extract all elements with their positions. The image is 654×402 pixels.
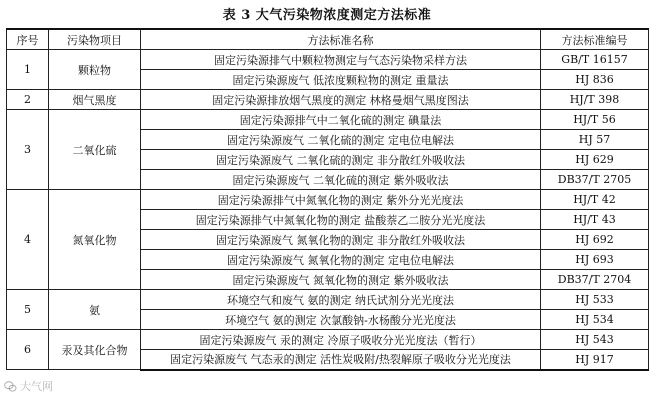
table-row: [7, 290, 649, 310]
watermark: [4, 378, 53, 394]
table-row: [7, 330, 649, 350]
method-name: 固定污染源废气 气态汞的测定 活性炭吸附/热裂解原子吸收分光光度法: [141, 350, 541, 370]
method-name: 固定污染源废气 氮氧化物的测定 非分散红外吸收法: [141, 230, 541, 250]
method-code: HJ 534: [541, 310, 649, 330]
method-code: HJ 533: [541, 290, 649, 310]
pollutant-item: 烟气黑度: [49, 90, 141, 110]
pollutant-item: 氮氧化物: [49, 190, 141, 290]
table-row: [7, 190, 649, 210]
table-header-row: [7, 29, 649, 50]
header-item: 污染物项目: [49, 29, 141, 50]
method-name: 环境空气和废气 氨的测定 纳氏试剂分光光度法: [141, 290, 541, 310]
method-code: DB37/T 2705: [541, 170, 649, 190]
header-method: 方法标准名称: [141, 29, 541, 50]
table-row: [7, 110, 649, 130]
method-name: 固定污染源废气 氮氧化物的测定 定电位电解法: [141, 250, 541, 270]
group-number: 1: [7, 50, 49, 90]
method-code: GB/T 16157: [541, 50, 649, 70]
wechat-icon: [4, 380, 17, 393]
method-name: 固定污染源排气中二氧化硫的测定 碘量法: [141, 110, 541, 130]
method-code: HJ/T 43: [541, 210, 649, 230]
method-code: HJ 629: [541, 150, 649, 170]
header-code: 方法标准编号: [541, 29, 649, 50]
table-caption: 表 3 大气污染物浓度测定方法标准: [222, 8, 432, 23]
method-name: 固定污染源排放烟气黑度的测定 林格曼烟气黑度图法: [141, 90, 541, 110]
method-standards-table: [6, 28, 649, 371]
pollutant-item: 汞及其化合物: [49, 330, 141, 370]
method-code: HJ 917: [541, 350, 649, 370]
method-code: HJ 836: [541, 70, 649, 90]
watermark-text: 大气网: [20, 380, 53, 393]
method-code: HJ/T 56: [541, 110, 649, 130]
method-code: HJ/T 42: [541, 190, 649, 210]
group-number: 6: [7, 330, 49, 370]
method-name: 环境空气 氨的测定 次氯酸钠-水杨酸分光光度法: [141, 310, 541, 330]
method-name: 固定污染源排气中氮氧化物的测定 盐酸萘乙二胺分光光度法: [141, 210, 541, 230]
table-body: [7, 50, 649, 370]
method-name: 固定污染源废气 二氧化硫的测定 非分散红外吸收法: [141, 150, 541, 170]
pollutant-item: 颗粒物: [49, 50, 141, 90]
table-row: [7, 50, 649, 70]
method-code: HJ 693: [541, 250, 649, 270]
table-row: [7, 90, 649, 110]
group-number: 5: [7, 290, 49, 330]
pollutant-item: 氨: [49, 290, 141, 330]
group-number: 4: [7, 190, 49, 290]
method-name: 固定污染源废气 二氧化硫的测定 定电位电解法: [141, 130, 541, 150]
method-name: 固定污染源废气 低浓度颗粒物的测定 重量法: [141, 70, 541, 90]
method-code: DB37/T 2704: [541, 270, 649, 290]
method-code: HJ/T 398: [541, 90, 649, 110]
method-code: HJ 543: [541, 330, 649, 350]
method-name: 固定污染源废气 氮氧化物的测定 紫外吸收法: [141, 270, 541, 290]
method-name: 固定污染源排气中氮氧化物的测定 紫外分光光度法: [141, 190, 541, 210]
method-code: HJ 57: [541, 130, 649, 150]
method-name: 固定污染源废气 二氧化硫的测定 紫外吸收法: [141, 170, 541, 190]
method-name: 固定污染源排气中颗粒物测定与气态污染物采样方法: [141, 50, 541, 70]
method-name: 固定污染源废气 汞的测定 冷原子吸收分光光度法（暂行）: [141, 330, 541, 350]
header-no: 序号: [7, 29, 49, 50]
method-code: HJ 692: [541, 230, 649, 250]
pollutant-item: 二氧化硫: [49, 110, 141, 190]
group-number: 2: [7, 90, 49, 110]
group-number: 3: [7, 110, 49, 190]
